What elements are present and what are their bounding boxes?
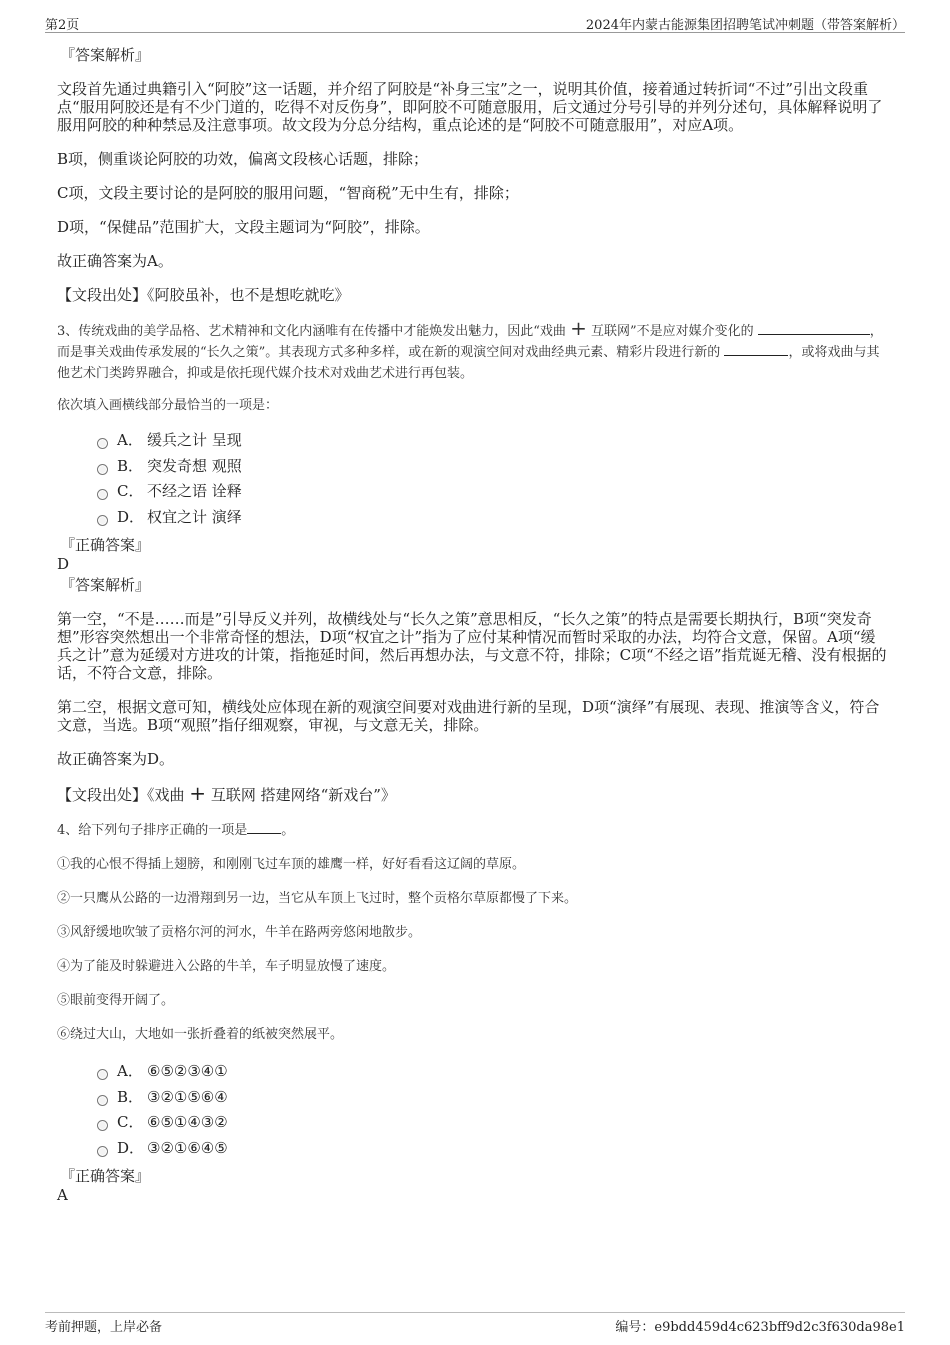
page-footer xyxy=(45,1312,905,1335)
question-4 xyxy=(57,820,887,1205)
option-b[interactable]: B． ③②①⑤⑥④ xyxy=(97,1085,887,1111)
analysis-label: 『答案解析』 xyxy=(60,576,151,594)
sentence-2: ②一只鹰从公路的一边滑翔到另一边，当它从车顶上飞过时，整个贡格尔草原都慢了下来。 xyxy=(57,891,578,906)
correct-answer-label: 『正确答案』 xyxy=(60,536,151,554)
sentence-4: ④为了能及时躲避进入公路的牛羊，车子明显放慢了速度。 xyxy=(57,959,396,974)
correct-answer: D xyxy=(57,555,70,573)
document-code: 编号：e9bdd459d4c623bff9d2c3f630da98e1 xyxy=(615,1320,905,1335)
question-stem: 4、给下列句子排序正确的一项是 。 xyxy=(57,823,295,838)
conclusion: 故正确答案为A。 xyxy=(57,252,173,270)
footer-slogan: 考前押题，上岸必备 xyxy=(45,1320,163,1335)
radio-icon[interactable] xyxy=(97,515,108,526)
conclusion: 故正确答案为D。 xyxy=(57,750,175,768)
analysis-paragraph: 文段首先通过典籍引入“阿胶”这一话题，并介绍了阿胶是“补身三宝”之一，说明其价值，接着通过转折词“不过”引出文段重点“服用阿胶还是有不少门道的，吃得不对反伤身”，即阿胶不可随意服用，后文通过分号引导的并列分述句，具体解释说明了服用阿胶的种种禁忌及注意事项。故文段为分总分结构，重点论述的是“阿胶不可随意服用”，对应A项。 xyxy=(57,80,883,134)
analysis-paragraph: B项，侧重谈论阿胶的功效，偏离文段核心话题，排除； xyxy=(57,150,429,168)
correct-answer: A xyxy=(57,1186,68,1204)
analysis-paragraph: C项，文段主要讨论的是阿胶的服用问题，“智商税”无中生有，排除； xyxy=(57,184,519,202)
q2-analysis-section xyxy=(57,46,887,304)
source-citation: 【文段出处】《阿胶虽补，也不是想吃就吃》 xyxy=(57,286,350,304)
option-c[interactable]: C． 不经之语 诠释 xyxy=(97,479,887,505)
document-title: 2024年内蒙古能源集团招聘笔试冲刺题（带答案解析） xyxy=(585,18,905,33)
option-a[interactable]: A． 缓兵之计 呈现 xyxy=(97,428,887,454)
sentence-6: ⑥绕过大山，大地如一张折叠着的纸被突然展平。 xyxy=(57,1027,344,1042)
analysis-paragraph: D项，“保健品”范围扩大，文段主题词为“阿胶”，排除。 xyxy=(57,218,430,236)
blank xyxy=(247,821,281,834)
blank-1 xyxy=(758,322,870,335)
options-list xyxy=(97,1059,887,1161)
option-d[interactable]: D． ③②①⑥④⑤ xyxy=(97,1136,887,1162)
radio-icon[interactable] xyxy=(97,1069,108,1080)
sentence-5: ⑤眼前变得开阔了。 xyxy=(57,993,175,1008)
document-body xyxy=(57,46,887,1205)
analysis-label: 『答案解析』 xyxy=(60,46,151,64)
option-d[interactable]: D． 权宜之计 演绎 xyxy=(97,505,887,531)
blank-2 xyxy=(724,343,788,356)
page-number: 第2页 xyxy=(45,18,80,33)
option-b[interactable]: B． 突发奇想 观照 xyxy=(97,454,887,480)
radio-icon[interactable] xyxy=(97,489,108,500)
question-prompt: 依次填入画横线部分最恰当的一项是： xyxy=(57,398,279,413)
page-header xyxy=(45,12,905,33)
radio-icon[interactable] xyxy=(97,1146,108,1157)
analysis-paragraph: 第一空，“不是……而是”引导反义并列，故横线处与“长久之策”意思相反，“长久之策”的特点是需要长期执行，B项“突发奇想”形容突然想出一个非常奇怪的想法，D项“权宜之计”指为了应付某种情况而暂时采取的办法，均符合文意，保留。A项“缓兵之计”意为延缓对方进攻的计策，指拖延时间，然后再想办法，与文意不符，排除；C项“不经之语”指荒诞无稽、没有根据的话，不符合文意，排除。 xyxy=(57,610,887,682)
correct-answer-label: 『正确答案』 xyxy=(60,1167,151,1185)
radio-icon[interactable] xyxy=(97,438,108,449)
radio-icon[interactable] xyxy=(97,464,108,475)
radio-icon[interactable] xyxy=(97,1120,108,1131)
question-stem: 3、传统戏曲的美学品格、艺术精神和文化内涵唯有在传播中才能焕发出魅力，因此“戏曲 + 互联网”不是应对媒介变化的 ，而是事关戏曲传承发展的“长久之策”。其表现方式多种多样，或在新的观演空间对戏曲经典元素、精彩片段进行新的 ，或将戏曲与其他艺术门类跨界融合，抑或是依托现代媒介技术对戏曲艺术进行再包装。 xyxy=(57,316,883,381)
analysis-paragraph: 第二空，根据文意可知，横线处应体现在新的观演空间要对戏曲进行新的呈现，D项“演绎”有展现、表现、推演等含义，符合文意，当选。B项“观照”指仔细观察，审视，与文意无关，排除。 xyxy=(57,698,880,734)
option-c[interactable]: C． ⑥⑤①④③② xyxy=(97,1110,887,1136)
option-a[interactable]: A． ⑥⑤②③④① xyxy=(97,1059,887,1085)
question-3 xyxy=(57,316,887,805)
radio-icon[interactable] xyxy=(97,1095,108,1106)
options-list xyxy=(97,428,887,530)
sentence-3: ③风舒缓地吹皱了贡格尔河的河水，牛羊在路两旁悠闲地散步。 xyxy=(57,925,422,940)
source-citation: 【文段出处】《戏曲 + 互联网 搭建网络“新戏台”》 xyxy=(57,781,396,805)
sentence-1: ①我的心恨不得插上翅膀，和刚刚飞过车顶的雄鹰一样，好好看看这辽阔的草原。 xyxy=(57,857,526,872)
